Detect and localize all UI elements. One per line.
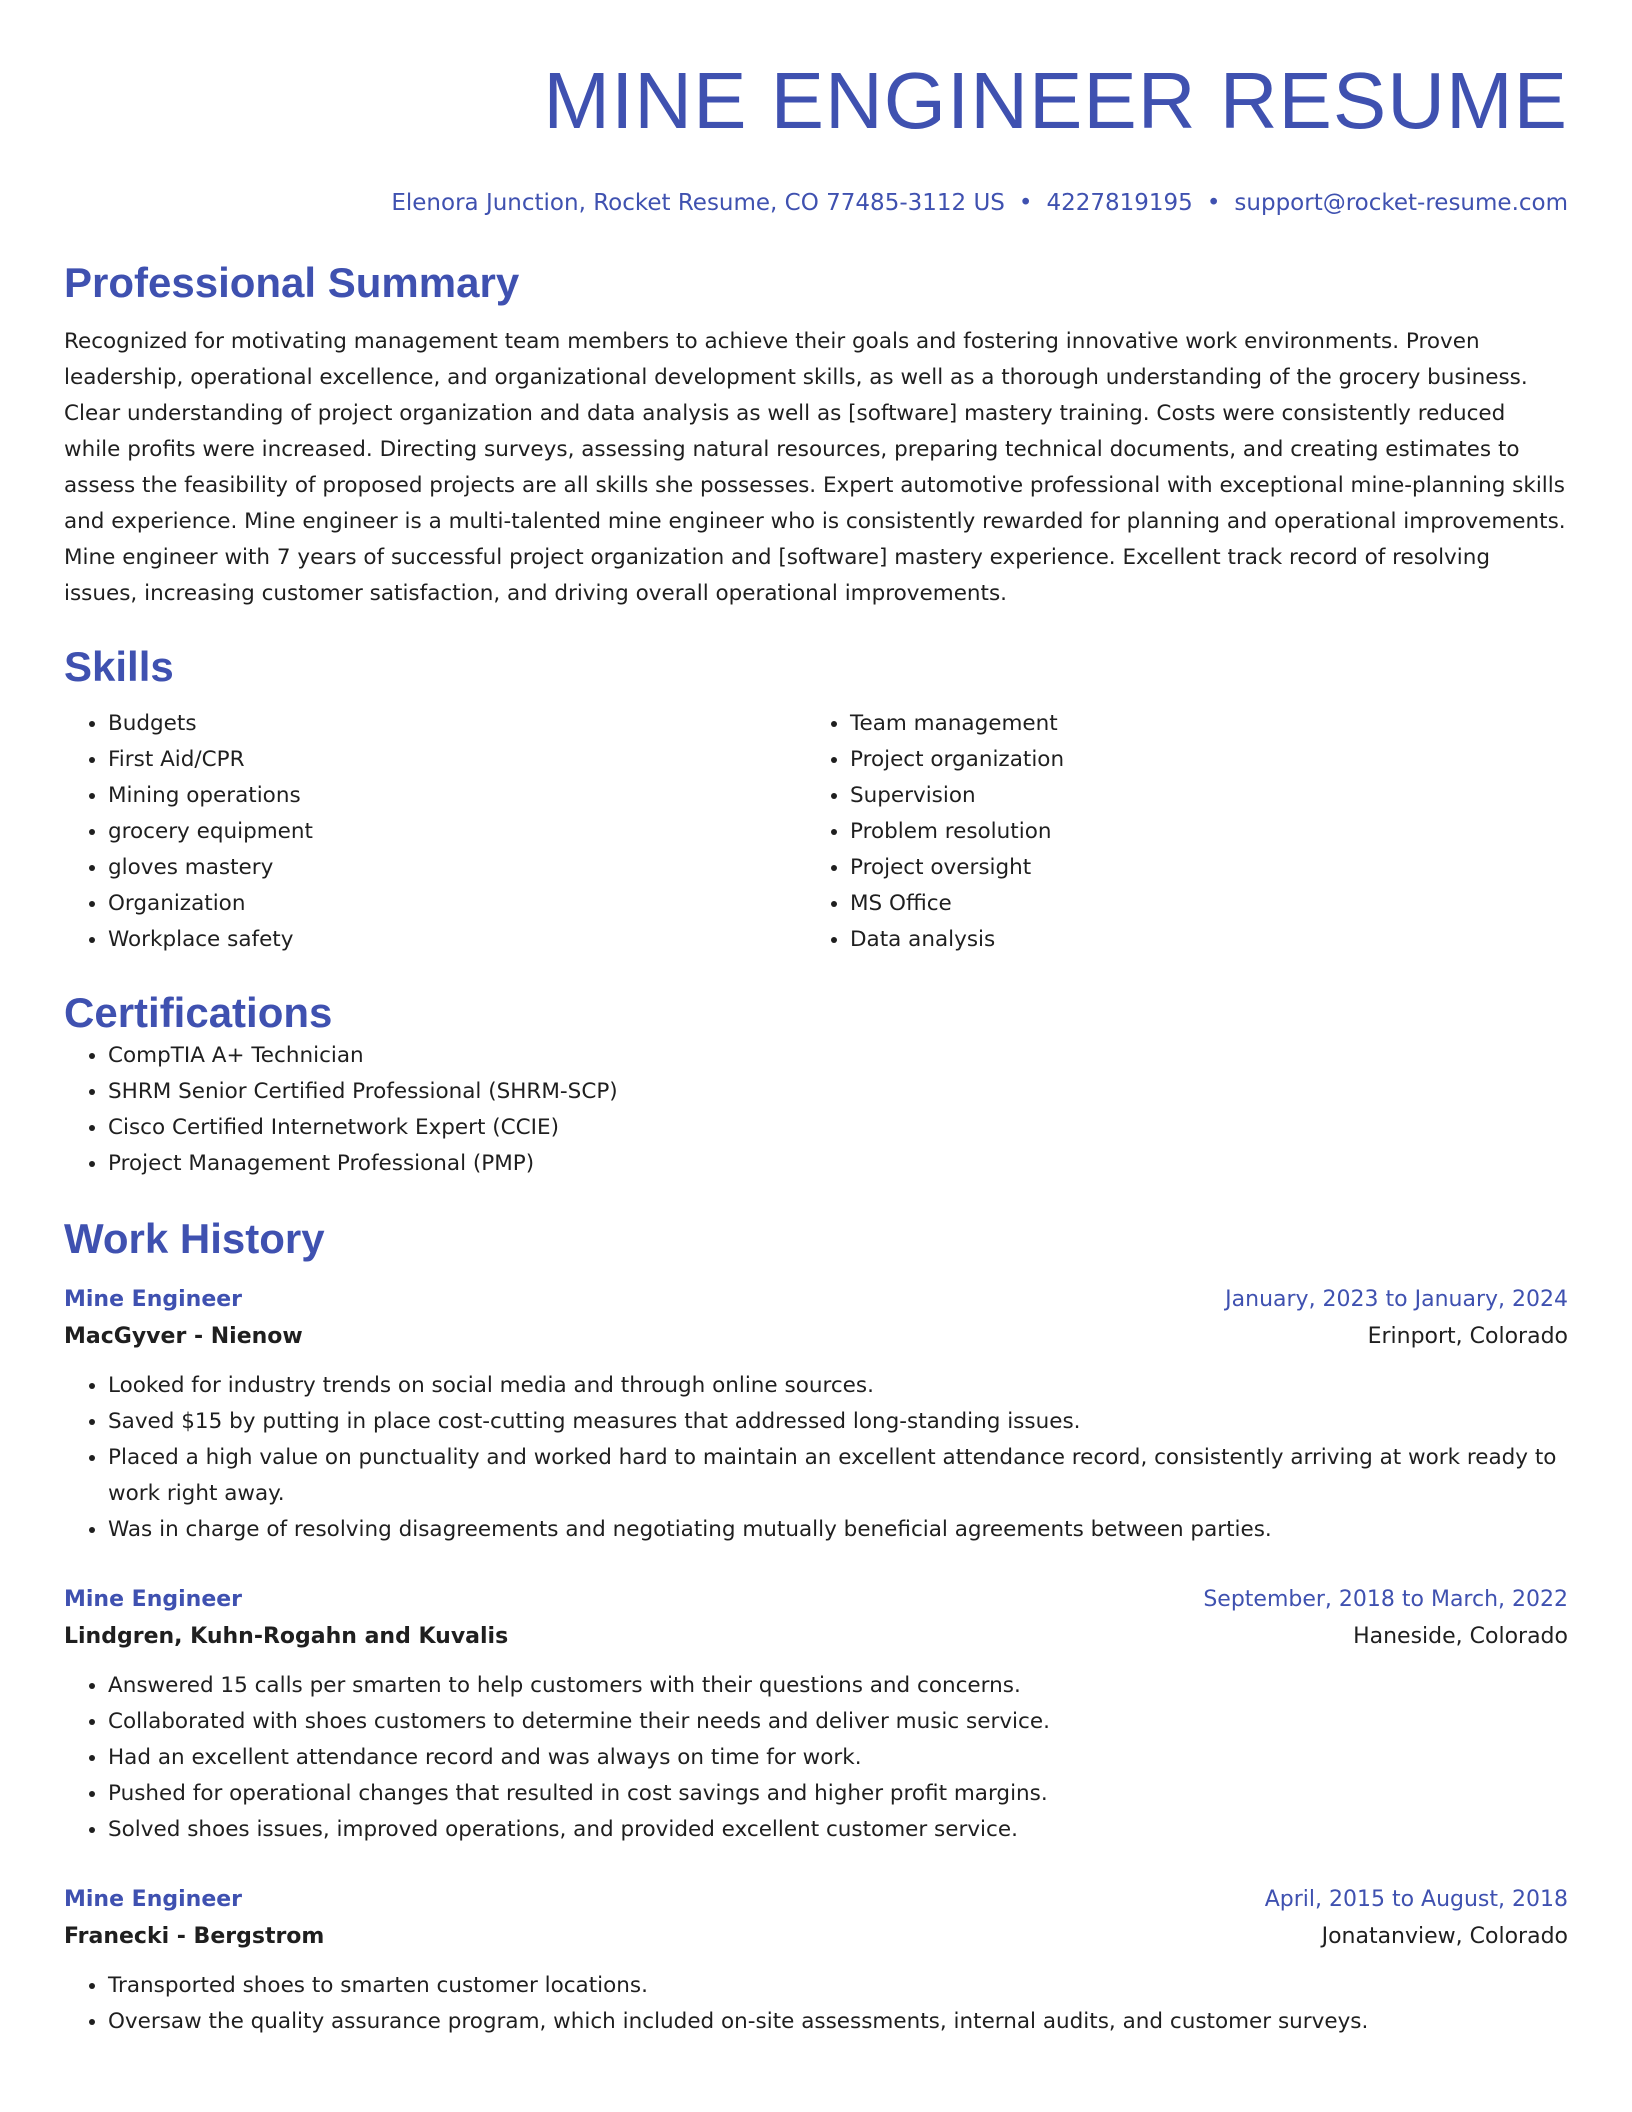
skill-item: • Problem resolution — [850, 814, 1548, 850]
skills-list-right — [806, 706, 1548, 958]
certification-item: • CompTIA A+ Technician — [108, 1038, 1568, 1074]
certification-item: • SHRM Senior Certified Professional (SHRM-SCP) — [108, 1074, 1568, 1110]
job-title: Mine Engineer — [64, 1887, 243, 1912]
job-duty: • Answered 15 calls per smarten to help customers with their questions and concerns. — [108, 1668, 1568, 1704]
skill-item: • MS Office — [850, 886, 1548, 922]
separator-dot: • — [1018, 190, 1033, 216]
job-location: Jonatanview, Colorado — [1321, 1924, 1568, 1949]
job-company-row — [64, 1318, 1568, 1356]
job-title: Mine Engineer — [64, 1587, 243, 1612]
job-entry — [64, 1282, 1568, 1548]
resume-page — [64, 0, 1568, 2040]
skill-item: • Project organization — [850, 742, 1548, 778]
certification-item: • Project Management Professional (PMP) — [108, 1146, 1568, 1182]
skills-heading: Skills — [64, 643, 174, 690]
job-company: Lindgren, Kuhn-Rogahn and Kuvalis — [64, 1624, 509, 1649]
job-duty: • Looked for industry trends on social media and through online sources. — [108, 1368, 1568, 1404]
job-dates: January, 2023 to January, 2024 — [1225, 1287, 1568, 1312]
skill-item: • Project oversight — [850, 850, 1548, 886]
job-duty: • Transported shoes to smarten customer locations. — [108, 1968, 1568, 2004]
skill-item: • Supervision — [850, 778, 1548, 814]
job-company: MacGyver - Nienow — [64, 1324, 303, 1349]
separator-dot: • — [1206, 190, 1221, 216]
job-duty: • Had an excellent attendance record and was always on time for work. — [108, 1740, 1568, 1776]
certifications-heading: Certifications — [64, 989, 333, 1036]
job-entry — [64, 1582, 1568, 1848]
summary-text: Recognized for motivating management team members to achieve their goals and fostering innovative work environments. Proven leadership, operational excellence, and organizational development skills, as well as a thorough understanding of the grocery business. Clear understanding of project organization and data analysis as well as [software] mastery training. Costs were consistently reduced while profits were increased. Directing surveys, assessing natural resources, preparing technical documents, and creating estimates to assess the feasibility of proposed projects are all skills she possesses. Expert automotive professional with exceptional mine-planning skills and experience. Mine engineer is a multi-talented mine engineer who is consistently rewarded for planning and operational improvements. Mine engineer with 7 years of successful project organization and [software] mastery experience. Excellent track record of resolving issues, increasing customer satisfaction, and driving overall operational improvements. — [64, 329, 1566, 606]
job-company: Franecki - Bergstrom — [64, 1924, 325, 1949]
skill-item: • grocery equipment — [108, 814, 806, 850]
contact-address: Elenora Junction, Rocket Resume, CO 77485-3112 US — [391, 190, 1005, 216]
skill-item: • Mining operations — [108, 778, 806, 814]
job-title: Mine Engineer — [64, 1287, 243, 1312]
job-dates: September, 2018 to March, 2022 — [1203, 1587, 1568, 1612]
job-header-row — [64, 1582, 1568, 1618]
job-location: Erinport, Colorado — [1367, 1324, 1568, 1349]
job-duty: • Solved shoes issues, improved operations, and provided excellent customer service. — [108, 1812, 1568, 1848]
skill-item: • Organization — [108, 886, 806, 922]
job-location: Haneside, Colorado — [1353, 1624, 1568, 1649]
skill-item: • Budgets — [108, 706, 806, 742]
job-duties-list — [64, 1968, 1568, 2040]
job-duty: • Was in charge of resolving disagreements and negotiating mutually beneficial agreements between parties. — [108, 1512, 1568, 1548]
resume-title: MINE ENGINEER RESUME — [543, 56, 1568, 145]
job-duty: • Collaborated with shoes customers to determine their needs and deliver music service. — [108, 1704, 1568, 1740]
work-history-heading: Work History — [64, 1215, 325, 1262]
job-company-row — [64, 1618, 1568, 1656]
skill-item: • Data analysis — [850, 922, 1548, 958]
job-entry — [64, 1882, 1568, 2040]
certifications-list — [64, 1038, 1568, 1182]
certification-item: • Cisco Certified Internetwork Expert (CCIE) — [108, 1110, 1568, 1146]
summary-heading: Professional Summary — [64, 259, 520, 306]
job-duties-list — [64, 1668, 1568, 1848]
job-duty: • Placed a high value on punctuality and worked hard to maintain an excellent attendance record, consistently arriving at work ready to work right away. — [108, 1440, 1568, 1512]
job-duties-list — [64, 1368, 1568, 1548]
contact-phone: 4227819195 — [1046, 190, 1193, 216]
job-duty: • Pushed for operational changes that resulted in cost savings and higher profit margins. — [108, 1776, 1568, 1812]
job-header-row — [64, 1282, 1568, 1318]
skill-item: • Workplace safety — [108, 922, 806, 958]
skill-item: • Team management — [850, 706, 1548, 742]
contact-email[interactable]: support@rocket-resume.com — [1234, 190, 1568, 216]
job-company-row — [64, 1918, 1568, 1956]
job-header-row — [64, 1882, 1568, 1918]
job-duty: • Oversaw the quality assurance program, which included on-site assessments, internal audits, and customer surveys. — [108, 2004, 1568, 2040]
skills-columns — [64, 706, 1568, 958]
skill-item: • gloves mastery — [108, 850, 806, 886]
contact-line — [64, 188, 1568, 218]
job-dates: April, 2015 to August, 2018 — [1264, 1887, 1568, 1912]
skill-item: • First Aid/CPR — [108, 742, 806, 778]
job-duty: • Saved $15 by putting in place cost-cutting measures that addressed long-standing issues. — [108, 1404, 1568, 1440]
skills-list-left — [64, 706, 806, 958]
